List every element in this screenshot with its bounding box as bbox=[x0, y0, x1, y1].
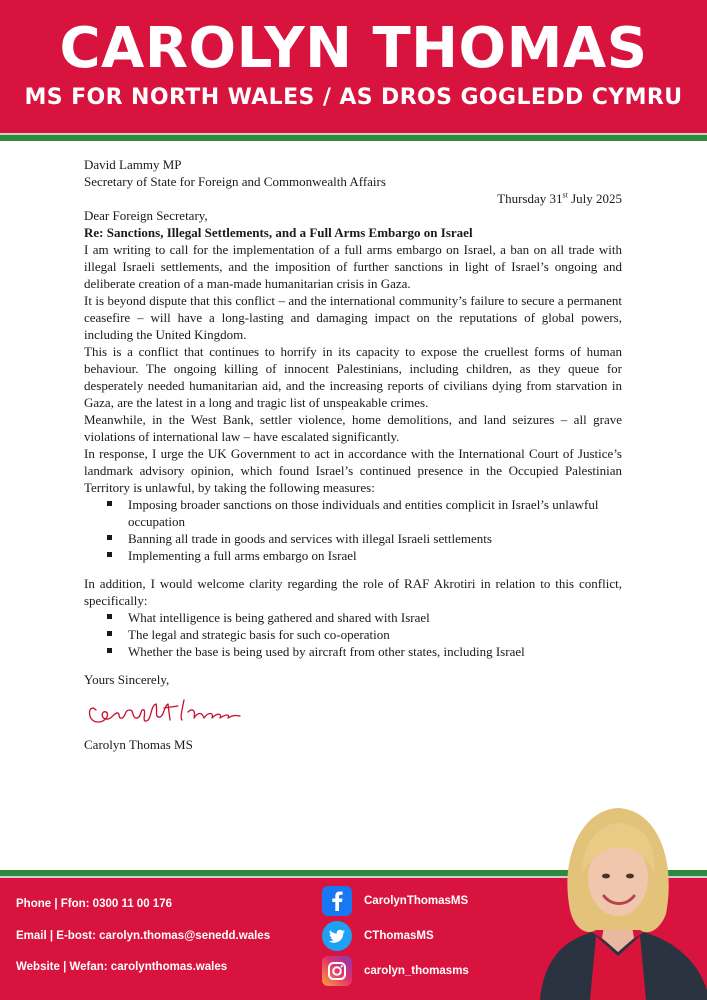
paragraph: It is beyond dispute that this conflict – and the international community’s failure to secure a permanent ceasefire – will have a long-lasting and damaging impact on the reputations of global powers, including the United Kingdom. bbox=[84, 293, 622, 342]
social-twitter[interactable] bbox=[322, 921, 434, 951]
bullet-icon bbox=[107, 535, 112, 540]
facebook-icon bbox=[322, 886, 352, 916]
facebook-handle: CarolynThomasMS bbox=[364, 895, 469, 907]
date-rest: July 2025 bbox=[567, 191, 622, 206]
list-item bbox=[84, 547, 622, 564]
list-item-text: Implementing a full arms embargo on Israel bbox=[128, 548, 357, 563]
list-item bbox=[84, 530, 622, 547]
footer-website[interactable]: Website | Wefan: carolynthomas.wales bbox=[16, 961, 228, 973]
bullet-icon bbox=[107, 552, 112, 557]
social-instagram[interactable] bbox=[322, 956, 469, 986]
akrotiri-paragraph: In addition, I would welcome clarity regarding the role of RAF Akrotiri in relation to this conflict, specifically: bbox=[84, 576, 622, 608]
twitter-handle: CThomasMS bbox=[364, 930, 434, 942]
bullet-icon bbox=[107, 501, 112, 506]
greeting: Dear Foreign Secretary, bbox=[84, 208, 208, 223]
letter-date bbox=[84, 190, 622, 207]
measures-list bbox=[84, 496, 622, 564]
list-item bbox=[84, 609, 622, 626]
paragraph: This is a conflict that continues to horrify in its capacity to expose the cruellest forms of human behaviour. The ongoing killing of innocent Palestinians, including children, as they queue for desperately needed humanitarian aid, and the increasing reports of civilians dying from starvation in Gaza, are the latest in a long and tragic list of unspeakable crimes. bbox=[84, 344, 622, 410]
list-item-text: Imposing broader sanctions on those individuals and entities complicit in Israel’s unlawful occupation bbox=[128, 497, 599, 529]
letter-body bbox=[84, 156, 622, 753]
bullet-icon bbox=[107, 614, 112, 619]
twitter-icon bbox=[322, 921, 352, 951]
footer-phone: Phone | Ffon: 0300 11 00 176 bbox=[16, 898, 172, 910]
handwritten-signature bbox=[84, 688, 254, 732]
instagram-handle: carolyn_thomasms bbox=[364, 965, 469, 977]
date-prefix: Thursday 31 bbox=[497, 191, 563, 206]
list-item bbox=[84, 626, 622, 643]
instagram-icon bbox=[322, 956, 352, 986]
letterhead-banner bbox=[0, 0, 707, 133]
list-item-text: What intelligence is being gathered and shared with Israel bbox=[128, 610, 430, 625]
signatory-name: Carolyn Thomas MS bbox=[84, 737, 193, 752]
header-name: CAROLYN THOMAS bbox=[59, 16, 648, 81]
bullet-icon bbox=[107, 648, 112, 653]
list-item-text: Whether the base is being used by aircraft from other states, including Israel bbox=[128, 644, 525, 659]
social-facebook[interactable] bbox=[322, 886, 468, 916]
list-item-text: The legal and strategic basis for such co-operation bbox=[128, 627, 390, 642]
portrait-photo bbox=[530, 790, 707, 1000]
subject-line: Re: Sanctions, Illegal Settlements, and a Full Arms Embargo on Israel bbox=[84, 225, 473, 240]
header-subtitle: MS FOR NORTH WALES / AS DROS GOGLEDD CYMRU bbox=[24, 85, 683, 110]
paragraph: I am writing to call for the implementation of a full arms embargo on Israel, a ban on all trade with illegal Israeli settlements, and the imposition of further sanctions in light of Israel’s ongoing and deliberate creation of a man-made humanitarian crisis in Gaza. bbox=[84, 242, 622, 291]
header-divider-green bbox=[0, 135, 707, 141]
paragraph: Meanwhile, in the West Bank, settler violence, home demolitions, and land seizures – all grave violations of international law – have escalated significantly. bbox=[84, 412, 622, 444]
list-item bbox=[84, 643, 622, 660]
footer-email[interactable]: Email | E-bost: carolyn.thomas@senedd.wales bbox=[16, 930, 271, 942]
recipient-name: David Lammy MP bbox=[84, 157, 182, 172]
recipient-title: Secretary of State for Foreign and Commonwealth Affairs bbox=[84, 174, 386, 189]
date-suffix: st bbox=[562, 190, 568, 200]
paragraph: In response, I urge the UK Government to act in accordance with the International Court of Justice’s landmark advisory opinion, which found Israel’s continued presence in the Occupied Palestinian Territory is unlawful, by taking the following measures: bbox=[84, 446, 622, 495]
questions-list bbox=[84, 609, 622, 660]
closing: Yours Sincerely, bbox=[84, 672, 170, 687]
list-item-text: Banning all trade in goods and services with illegal Israeli settlements bbox=[128, 531, 492, 546]
list-item bbox=[84, 496, 622, 530]
bullet-icon bbox=[107, 631, 112, 636]
